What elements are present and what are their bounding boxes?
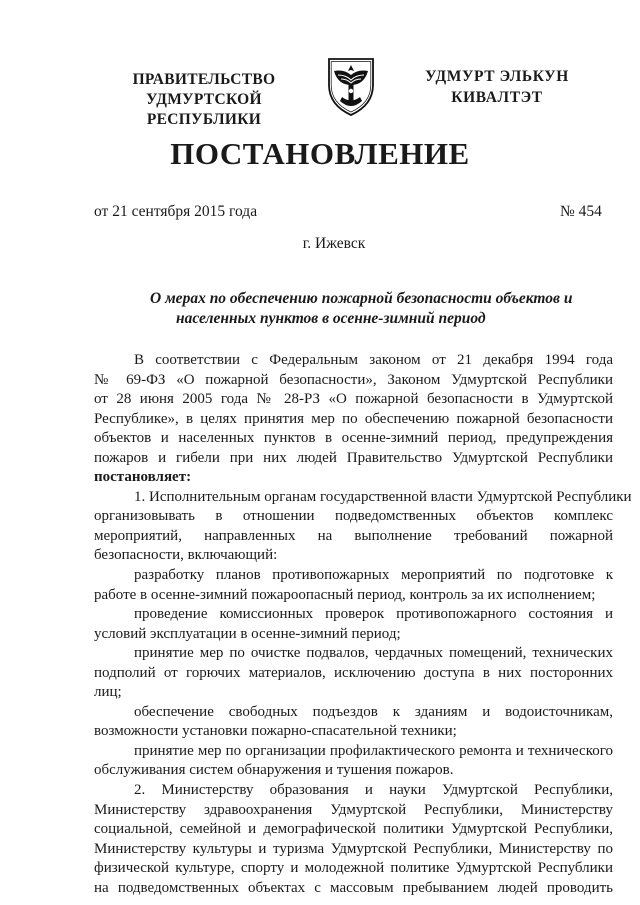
body-line: физической культуре, спорту и молодежной политике Удмуртской Республики (94, 860, 613, 877)
government-name-line1: ПРАВИТЕЛЬСТВО (132, 71, 276, 88)
body-line: безопасности, включающий: (94, 547, 278, 564)
document-body (94, 351, 632, 898)
body-line: от 28 июня 2005 года № 28-РЗ «О пожарной безопасности в Удмуртской (94, 391, 613, 408)
body-line: обслуживания систем обнаружения и тушения пожаров. (94, 762, 454, 779)
body-line: 2. Министерству образования и науки Удмуртской Республики, (134, 782, 613, 799)
body-line: работе в осенне-зимний пожароопасный период, контроль за их исполнением; (94, 586, 596, 603)
body-line: разработку планов противопожарных мероприятий по подготовке к (134, 567, 613, 584)
subject-line2: населенных пунктов в осенне-зимний период (176, 310, 486, 327)
document-number: № 454 (560, 203, 602, 220)
udmurt-name-line2: КИВАЛТЭТ (451, 89, 543, 106)
body-line: организовывать в отношении подведомственных объектов комплекс (94, 508, 613, 525)
document-date: от 21 сентября 2015 года (94, 203, 258, 220)
document-title: ПОСТАНОВЛЕНИЕ (170, 136, 470, 171)
body-line: проведение комиссионных проверок противопожарного состояния и (134, 606, 613, 623)
body-line: В соответствии с Федеральным законом от 21 декабря 1994 года (134, 352, 613, 368)
body-line: социальной, семейной и демографической политики Удмуртской Республики, (94, 821, 613, 838)
document-city: г. Ижевск (302, 235, 366, 252)
body-line: пожаров и гибели при них людей Правительство Удмуртской Республики (94, 449, 613, 466)
body-line: 1. Исполнительным органам государственной власти Удмуртской Республики (134, 488, 632, 505)
body-line: подполий от горючих материалов, исключению доступа в них посторонних (94, 664, 613, 681)
udmurt-name-line1: УДМУРТ ЭЛЬКУН (425, 68, 569, 85)
body-line: условий эксплуатации в осенне-зимний период; (94, 625, 401, 642)
body-line: Министерству культуры и туризма Удмуртской Республики, Министерству по (94, 840, 613, 857)
body-line: на подведомственных объектах с массовым пребыванием людей проводить (94, 879, 613, 896)
body-line: № 69-ФЗ «О пожарной безопасности», Законом Удмуртской Республики (94, 371, 613, 388)
udmurt-coat-of-arms-icon (324, 55, 378, 117)
subject-line1: О мерах по обеспечению пожарной безопасности объектов и (150, 290, 573, 307)
body-line: лиц; (94, 684, 122, 701)
body-line: принятие мер по очистке подвалов, чердачных помещений, технических (134, 645, 613, 662)
body-line: принятие мер по организации профилактического ремонта и технического (134, 742, 613, 759)
body-line: возможности установки пожарно-спасательной техники; (94, 723, 457, 740)
document-subject (150, 289, 606, 329)
body-line-resolves: постановляет: (94, 469, 192, 486)
body-line: Министерству здравоохранения Удмуртской Республики, Министерству (94, 801, 613, 818)
body-line: обеспечение свободных подъездов к зданиям и водоисточникам, (134, 703, 613, 720)
government-name-russian (88, 70, 320, 130)
body-line: мероприятий, направленных на выполнение требований пожарной (94, 527, 613, 544)
body-line: Республике», в целях принятия мер по обеспечению пожарной безопасности (94, 410, 613, 427)
government-name-line2: УДМУРТСКОЙ РЕСПУБЛИКИ (146, 91, 262, 128)
body-line: объектов и населенных пунктов в осенне-зимний период, предупреждения (94, 430, 613, 447)
government-name-udmurt (422, 66, 572, 108)
